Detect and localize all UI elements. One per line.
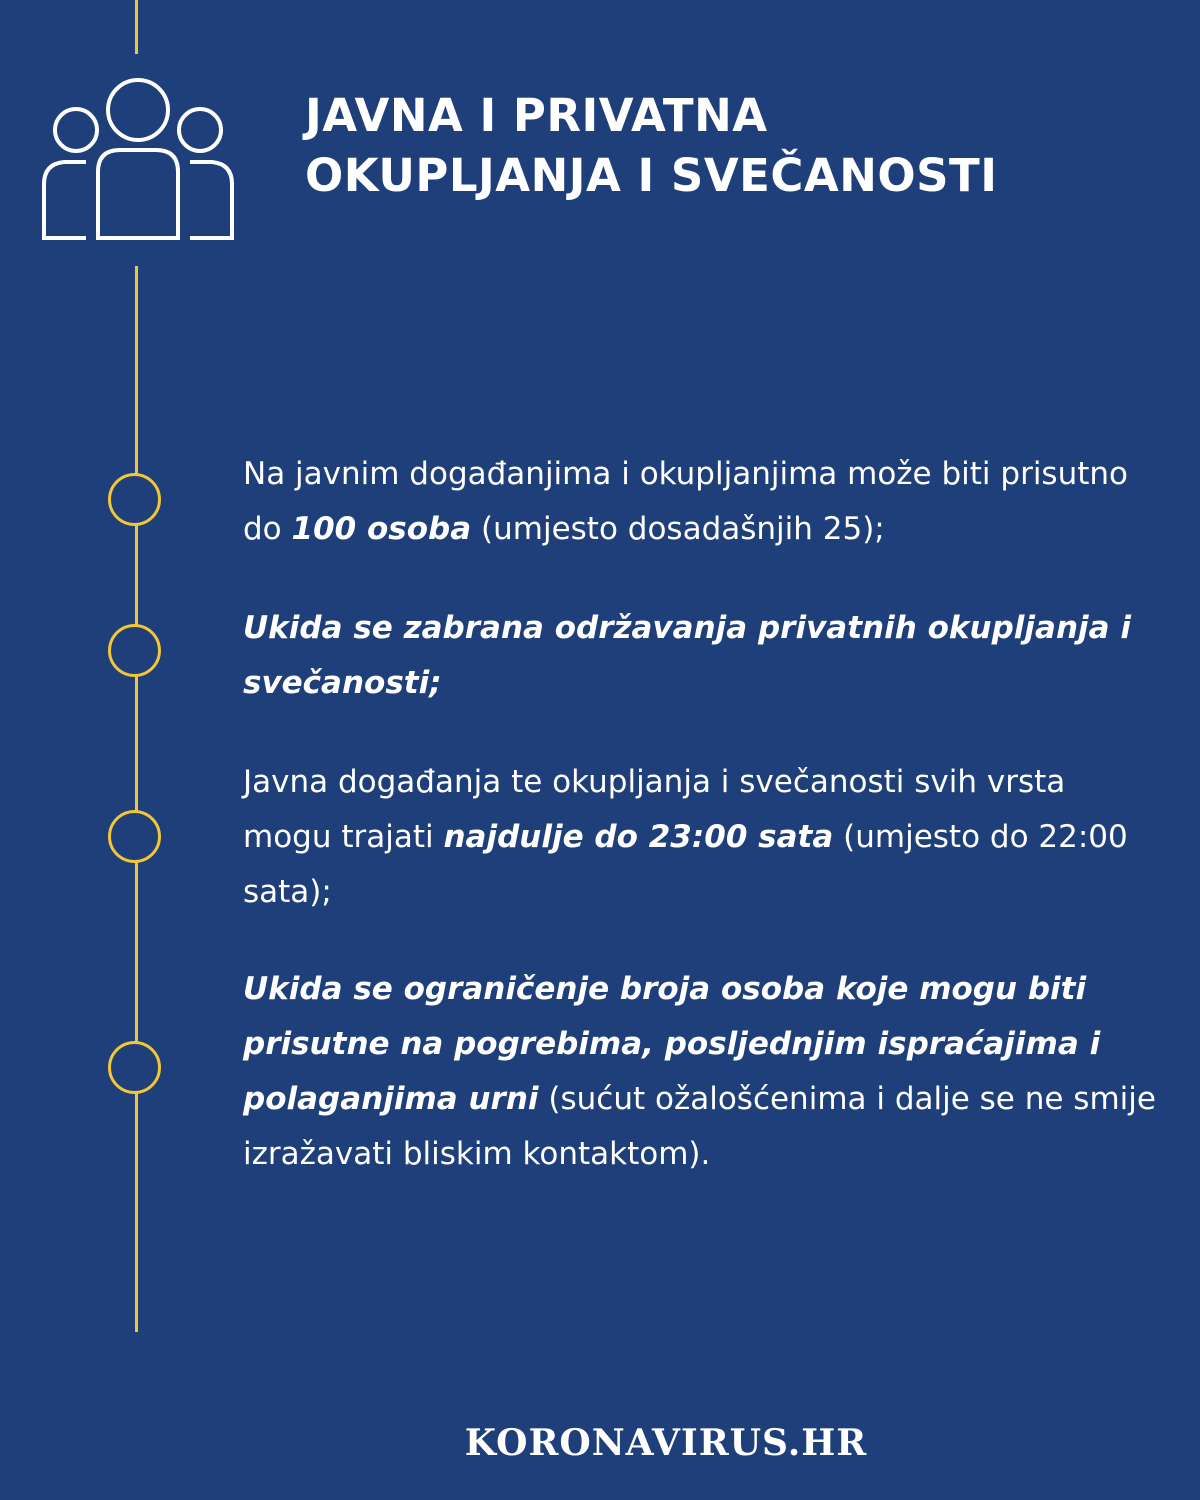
rule-highlight: 100 osoba — [291, 511, 472, 547]
rule-text: Na javnim događanjima i okupljanjima može biti prisutno do — [243, 456, 1128, 547]
footer-website: KORONAVIRUS.HR — [464, 1422, 868, 1464]
timeline-line — [135, 266, 138, 1332]
rule-text: (sućut ožalošćenima i dalje se ne smije izražavati bliskim kontaktom). — [243, 1081, 1156, 1172]
timeline-dot-1 — [108, 473, 161, 526]
timeline-dot-4 — [108, 1041, 161, 1094]
timeline-line-top — [135, 0, 138, 54]
timeline-dot-2 — [108, 624, 161, 677]
title-line-2: OKUPLJANJA I SVEČANOSTI — [305, 149, 998, 202]
rule-highlight: Ukida se zabrana održavanja privatnih okupljanja i svečanosti; — [243, 610, 1131, 701]
title-line-1: JAVNA I PRIVATNA — [305, 89, 768, 142]
people-group-icon — [38, 72, 238, 248]
rule-text: (umjesto do 22:00 sata); — [243, 819, 1128, 910]
rule-item-4 — [243, 962, 1163, 1182]
rule-text: (umjesto dosadašnjih 25); — [471, 511, 885, 547]
rule-highlight: najdulje do 23:00 sata — [443, 819, 834, 855]
rule-item-3 — [243, 755, 1163, 920]
rule-item-2 — [243, 601, 1163, 711]
page-title — [305, 86, 1165, 206]
rule-text: Javna događanja te okupljanja i svečanosti svih vrsta mogu trajati — [243, 764, 1066, 855]
rule-item-1 — [243, 447, 1163, 557]
rule-highlight: Ukida se ograničenje broja osoba koje mogu biti prisutne na pogrebima, posljednjim ispraćajima i polaganjima urni — [243, 971, 1101, 1117]
timeline-dot-3 — [108, 810, 161, 863]
